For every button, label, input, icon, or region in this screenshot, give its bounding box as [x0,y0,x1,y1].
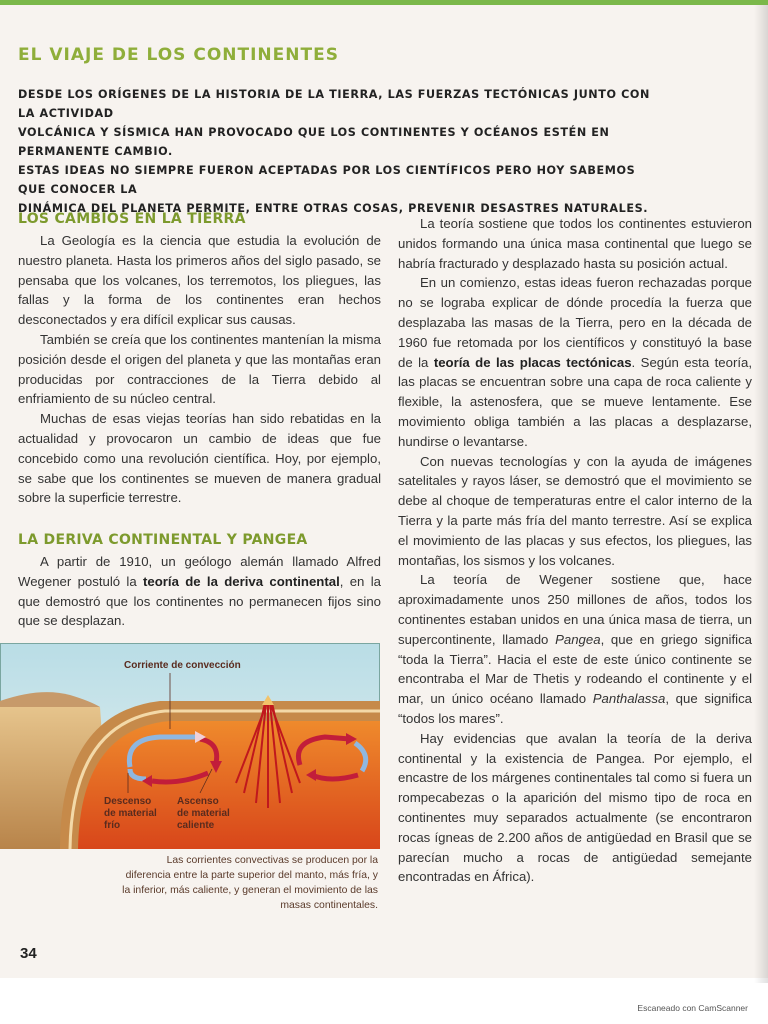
paragraph: En un comienzo, estas ideas fueron rechazadas porque no se lograba explicar de dónde procedía la fuerza que desplazaba las masas de la Tierra, pero en la década de 1960 fue retomada por los científicos y constituyó la base de la teoría de las placas tectónicas. Según esta teoría, las placas se encuentran sobre una capa de roca caliente y flexible, la astenosfera, que se mueve lentamente. Ese movimiento obliga también a las placas a desplazarse, hundirse o levantarse. [398,275,752,449]
paragraph: La teoría de Wegener sostiene que, hace aproximadamente unos 250 millones de años, todos los continentes estaban unidos en una única masa de tierra, un supercontinente, llamado Pangea, que en griego significa “toda la Tierra”. Hacia el este de este único continente se encontraba el Mar de Thetis y rodeando el continente y el mar, un único océano llamado Panthalassa, que significa “todos los mares”. [398,572,753,726]
label-descent-line3: frío [104,820,121,831]
label-descent-line1: Descenso [104,796,152,807]
section-heading-deriva: LA DERIVA CONTINENTAL Y PANGEA [18,532,308,548]
intro-line: DINÁMICA DEL PLANETA PERMITE, ENTRE OTRAS COSAS, PREVENIR DESASTRES NATURALES. [18,202,649,215]
page-edge-shadow [754,5,768,983]
label-ascent-line2: de material [177,808,230,819]
paragraph: Hay evidencias que avalan la teoría de la deriva continental y la existencia de Pangea. Por ejemplo, el encastre de los márgenes continentales tal como si fuera un rompecabezas o la aparición del mismo tipo de roca en continentes muy separados actualmente (se encontraron rocas ígneas de 2.200 años de antigüedad en Brasil que se parecían mucho a rocas de antigüedad semejante encontradas en África). [398,730,752,885]
intro-line: DESDE LOS ORÍGENES DE LA HISTORIA DE LA TIERRA, LAS FUERZAS TECTÓNICAS JUNTO CON LA ACTIVIDAD [18,88,650,120]
page-number: 34 [20,945,37,962]
bold-term: teoría de la deriva continental [143,573,340,589]
scanner-watermark: Escaneado con CamScanner [637,1003,748,1013]
left-column-section1 [18,231,381,508]
intro-line: VOLCÁNICA Y SÍSMICA HAN PROVOCADO QUE LOS CONTINENTES Y OCÉANOS ESTÉN EN PERMANENTE CAMBIO. [18,126,610,158]
intro-line: ESTAS IDEAS NO SIEMPRE FUERON ACEPTADAS POR LOS CIENTÍFICOS PERO HOY SABEMOS QUE CONOCER LA [18,164,636,196]
figure-caption: Las corrientes convectivas se producen por la diferencia entre la parte superior del manto, más fría, y la inferior, más caliente, y generan el movimiento de las masas continentales. [122,855,378,911]
paragraph: A partir de 1910, un geólogo alemán llamado Alfred Wegener postuló la teoría de la deriva continental, en la que demostró que los continentes no permanecen fijos sino que se desplazan. [18,554,381,629]
convection-diagram [0,643,380,849]
bold-term: teoría de las placas tectónicas [433,354,632,370]
right-column [398,214,752,887]
paragraph: También se creía que los continentes mantenían la misma posición desde el origen del planeta y que las montañas eran producidas por contracciones de la Tierra debido al enfriamiento de su núcleo central. [18,331,381,407]
paragraph: La Geología es la ciencia que estudia la evolución de nuestro planeta. Hasta los primeros años del siglo pasado, se pensaba que los volcanes, los terremotos, los pliegues, las fallas y la forma de los continentes eran hechos desconectados y era difícil explicar sus causas. [18,233,381,328]
label-ascent-line3: caliente [177,820,215,831]
paragraph: Con nuevas tecnologías y con la ayuda de imágenes satelitales y rayos láser, se demostró que el movimiento se debe al choque de temperaturas entre el calor interno de la Tierra y la parte más fría del manto terrestre. Así se explica el movimiento de las placas y sus efectos, los pliegues, las montañas, los sismos y los volcanes. [398,453,752,568]
page-title: EL VIAJE DE LOS CONTINENTES [18,45,339,65]
italic-term: Panthalassa [592,691,666,707]
paragraph: La teoría sostiene que todos los continentes estuvieron unidos formando una única masa continental que luego se habría fracturado y desplazado hasta su posición actual. [398,216,752,271]
label-descent-line2: de material [104,808,157,819]
label-ascent-line1: Ascenso [177,796,219,807]
italic-term: Pangea [555,631,601,647]
section-heading-cambios: LOS CAMBIOS EN LA TIERRA [18,211,246,227]
intro-text [18,85,658,218]
paragraph: Muchas de esas viejas teorías han sido rebatidas en la actualidad y provocaron un cambio de ideas que fue concebido como una revolución científica. Hoy, por ejemplo, se sabe que los continentes se mueven de manera gradual sobre la superficie terrestre. [18,411,381,506]
left-column-section2 [18,552,381,631]
label-convection-current: Corriente de convección [124,660,241,671]
